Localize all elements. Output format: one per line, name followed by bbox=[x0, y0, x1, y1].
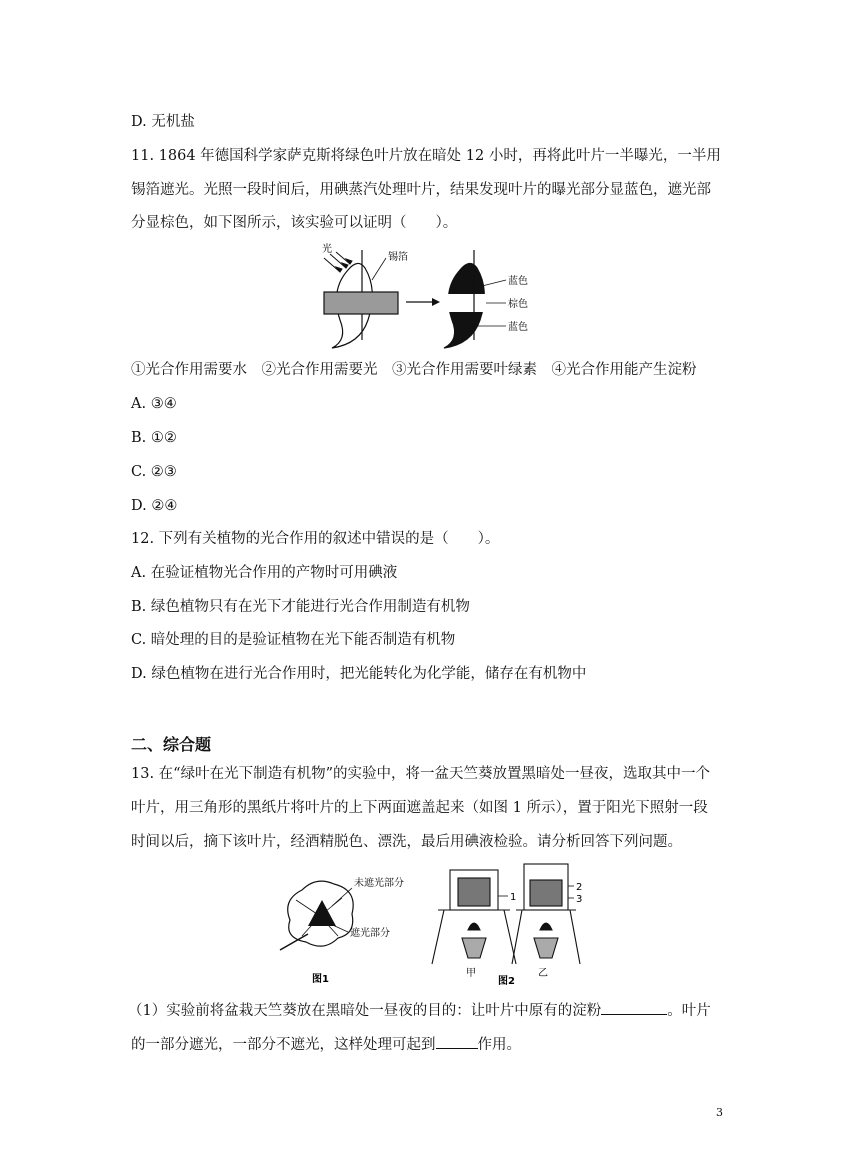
brown-label: 棕色 bbox=[508, 299, 528, 310]
unshaded-part-label: 未遮光部分 bbox=[354, 878, 404, 889]
label-2: 2 bbox=[576, 882, 583, 893]
starch-experiment-figure bbox=[272, 860, 592, 990]
sub-1-text-c: 的一部分遮光，一部分不遮光，这样处理可起到 bbox=[131, 1037, 436, 1053]
label-1: 1 bbox=[510, 892, 517, 903]
question-11-line-1: 11. 1864 年德国科学家萨克斯将绿色叶片放在暗处 12 小时，再将此叶片一半曝光，一半用 bbox=[131, 148, 721, 164]
beaker-apparatus-jia-icon bbox=[432, 870, 516, 964]
figure-2-caption: 图2 bbox=[498, 976, 515, 987]
question-11-line-2: 锡箔遮光。光照一段时间后，用碘蒸汽处理叶片，结果发现叶片的曝光部分显蓝色，遮光部 bbox=[131, 182, 711, 198]
left-leaf-icon bbox=[324, 250, 398, 348]
page-number: 3 bbox=[716, 1106, 723, 1119]
right-leaf-icon bbox=[444, 250, 492, 348]
option-q11-b: B. ①② bbox=[131, 430, 177, 446]
question-13-line-3: 时间以后，摘下该叶片，经酒精脱色、漂洗，最后用碘液检验。请分析回答下列问题。 bbox=[131, 834, 682, 850]
jia-label: 甲 bbox=[466, 968, 476, 979]
foil-label: 锡箔 bbox=[388, 252, 408, 263]
answer-blank-1[interactable] bbox=[601, 1000, 667, 1015]
question-11-line-3: 分显棕色，如下图所示，该实验可以证明（ ）。 bbox=[131, 215, 458, 231]
option-q12-c: C. 暗处理的目的是验证植物在光下能否制造有机物 bbox=[131, 632, 456, 648]
option-q12-a: A. 在验证植物光合作用的产物时可用碘液 bbox=[131, 565, 398, 581]
figure-1-caption: 图1 bbox=[312, 974, 329, 985]
section-heading: 二、综合题 bbox=[131, 735, 212, 754]
sub-1-text-b: 。叶片 bbox=[667, 1003, 711, 1019]
yi-label: 乙 bbox=[538, 968, 548, 979]
light-label: 光 bbox=[322, 244, 332, 255]
question-11-statements: ①光合作用需要水 ②光合作用需要光 ③光合作用需要叶绿素 ④光合作用能产生淀粉 bbox=[131, 362, 697, 378]
blue-bottom-label: 蓝色 bbox=[508, 322, 528, 333]
sub-1-text-a: （1）实验前将盆栽天竺葵放在黑暗处一昼夜的目的：让叶片中原有的淀粉 bbox=[128, 1003, 602, 1019]
option-q11-a: A. ③④ bbox=[131, 396, 177, 412]
option-q12-d: D. 绿色植物在进行光合作用时，把光能转化为化学能，储存在有机物中 bbox=[131, 666, 587, 682]
question-13-sub-1-line-2 bbox=[131, 1034, 521, 1055]
option-q12-b: B. 绿色植物只有在光下才能进行光合作用制造有机物 bbox=[131, 599, 470, 615]
light-arrows-icon bbox=[324, 252, 352, 272]
question-13-sub-1-line-1 bbox=[128, 1000, 711, 1021]
option-q10-d: D. 无机盐 bbox=[131, 114, 195, 130]
question-12: 12. 下列有关植物的光合作用的叙述中错误的是（ ）。 bbox=[131, 531, 500, 547]
answer-blank-2[interactable] bbox=[436, 1034, 478, 1049]
question-13-line-1: 13. 在“绿叶在光下制造有机物”的实验中，将一盆天竺葵放置黑暗处一昼夜，选取其中一个 bbox=[131, 766, 710, 782]
option-q11-c: C. ②③ bbox=[131, 464, 177, 480]
blue-top-label: 蓝色 bbox=[508, 276, 528, 287]
sub-1-text-d: 作用。 bbox=[477, 1037, 521, 1053]
shaded-part-label: 遮光部分 bbox=[350, 928, 390, 939]
arrow-right-icon bbox=[406, 298, 440, 306]
question-13-line-2: 叶片，用三角形的黑纸片将叶片的上下两面遮盖起来（如图 1 所示），置于阳光下照射一段 bbox=[131, 800, 708, 816]
leaf-experiment-figure bbox=[310, 240, 550, 350]
option-q11-d: D. ②④ bbox=[131, 498, 178, 514]
shaded-leaf-icon bbox=[280, 881, 353, 950]
beaker-apparatus-yi-icon bbox=[512, 864, 583, 964]
label-3: 3 bbox=[576, 894, 583, 905]
